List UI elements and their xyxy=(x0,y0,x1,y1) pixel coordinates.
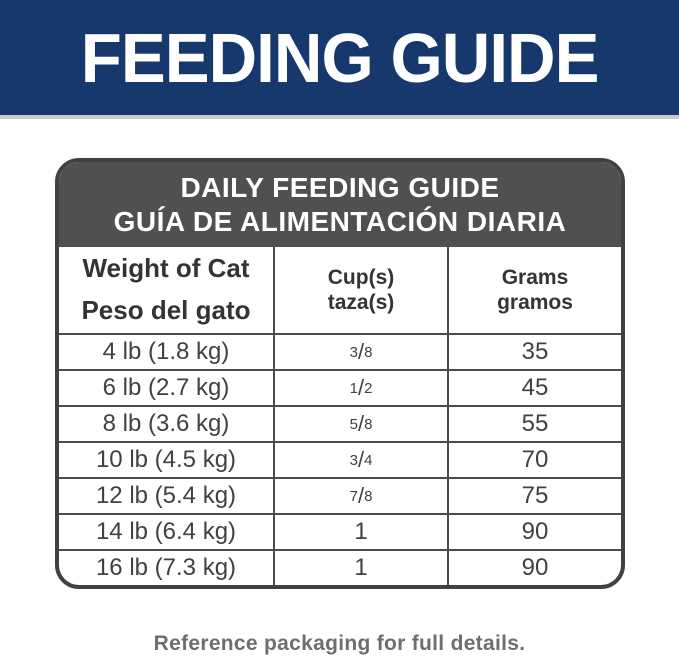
table-title-en: DAILY FEEDING GUIDE xyxy=(180,172,500,204)
weight-cell: 10 lb (4.5 kg) xyxy=(95,446,237,473)
weight-cell: 8 lb (3.6 kg) xyxy=(102,410,230,437)
grams-cell: 75 xyxy=(521,482,549,509)
cups-cell xyxy=(273,479,449,513)
cups-cell: 1 xyxy=(273,551,449,585)
fraction-slash: / xyxy=(357,447,365,472)
cups-cell xyxy=(273,443,449,477)
column-header-grams-es: gramos xyxy=(497,291,573,314)
fraction-denominator: 8 xyxy=(364,487,373,505)
fraction-denominator: 8 xyxy=(364,343,373,361)
table-row xyxy=(59,515,621,551)
column-header-weight-en: Weight of Cat xyxy=(82,253,250,284)
fraction-numerator: 3 xyxy=(349,451,358,469)
weight-cell: 16 lb (7.3 kg) xyxy=(95,554,237,581)
table-row xyxy=(59,551,621,585)
grams-cell: 90 xyxy=(521,554,549,581)
column-header-cups-en: Cup(s) xyxy=(327,265,395,289)
cups-cell xyxy=(273,407,449,441)
table-row xyxy=(59,371,621,407)
table-title xyxy=(59,162,621,247)
grams-cell: 90 xyxy=(521,518,549,545)
grams-cell: 70 xyxy=(521,446,549,473)
column-header-row xyxy=(59,247,621,335)
footer-note: Reference packaging for full details. xyxy=(153,632,526,655)
cups-cell xyxy=(273,371,449,405)
column-header-grams-en: Grams xyxy=(501,265,569,289)
cups-cell: 1 xyxy=(273,515,449,549)
column-header-weight xyxy=(59,247,273,333)
weight-cell: 14 lb (6.4 kg) xyxy=(95,518,237,545)
feeding-guide-banner xyxy=(0,0,679,119)
fraction-slash: / xyxy=(357,375,365,400)
table-row xyxy=(59,407,621,443)
grams-cell: 35 xyxy=(521,338,549,365)
grams-cell: 45 xyxy=(521,374,549,401)
weight-cell: 12 lb (5.4 kg) xyxy=(95,482,237,509)
column-header-grams xyxy=(449,247,621,333)
fraction-denominator: 2 xyxy=(364,379,373,397)
table-row xyxy=(59,479,621,515)
banner-title: FEEDING GUIDE xyxy=(80,18,599,97)
table-title-es: GUÍA DE ALIMENTACIÓN DIARIA xyxy=(113,205,567,237)
fraction-slash: / xyxy=(357,411,365,436)
fraction-slash: / xyxy=(357,483,365,508)
fraction-slash: / xyxy=(357,339,365,364)
fraction-denominator: 4 xyxy=(364,451,373,469)
table-row xyxy=(59,335,621,371)
fraction-numerator: 5 xyxy=(349,415,358,433)
fraction-numerator: 7 xyxy=(349,487,358,505)
table-body xyxy=(59,335,621,585)
daily-feeding-guide-table xyxy=(55,158,625,589)
weight-cell: 4 lb (1.8 kg) xyxy=(102,338,230,365)
cups-cell xyxy=(273,335,449,369)
fraction-numerator: 3 xyxy=(349,343,358,361)
grams-cell: 55 xyxy=(521,410,549,437)
weight-cell: 6 lb (2.7 kg) xyxy=(102,374,230,401)
fraction-denominator: 8 xyxy=(364,415,373,433)
column-header-weight-es: Peso del gato xyxy=(81,295,251,325)
fraction-numerator: 1 xyxy=(349,379,358,397)
column-header-cups-es: taza(s) xyxy=(327,291,395,314)
column-header-cups xyxy=(273,247,449,333)
table-row xyxy=(59,443,621,479)
